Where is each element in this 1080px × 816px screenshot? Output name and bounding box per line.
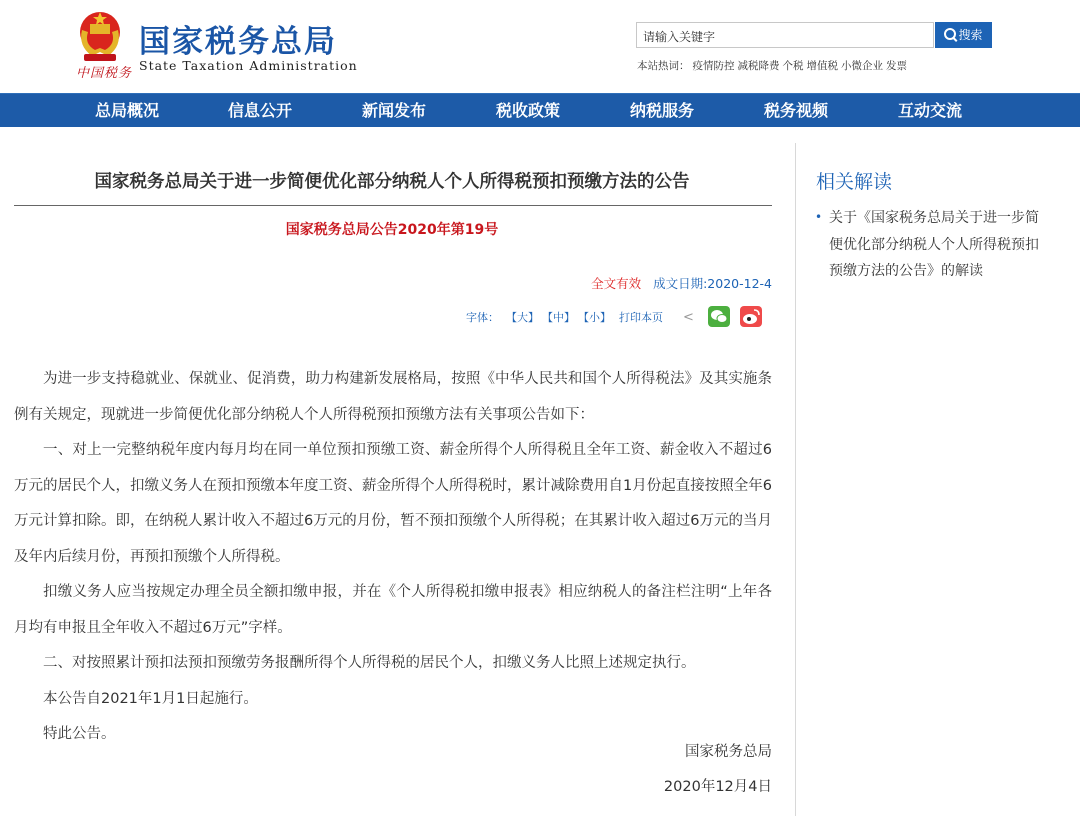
- nav-item-tax-video[interactable]: 税务视频: [764, 101, 829, 120]
- nav-item-info-disclosure[interactable]: 信息公开: [228, 101, 293, 120]
- font-size-label: 字体：: [466, 311, 499, 324]
- paragraph: 为进一步支持稳就业、保就业、促消费，助力构建新发展格局，按照《中华人民共和国个人所得税法》及其实施条例有关规定，现就进一步简便优化部分纳税人个人所得税预扣预缴方法有关事项公告如下：: [14, 371, 772, 423]
- site-subtitle-en: State Taxation Administration: [139, 58, 358, 73]
- sidebar-divider: [795, 143, 796, 816]
- article-body: [14, 362, 772, 753]
- paragraph: 二、对按照累计预扣法预扣预缴劳务报酬所得个人所得税的居民个人，扣缴义务人比照上述规定执行。: [43, 655, 696, 671]
- date-value: 2020-12-4: [707, 276, 772, 291]
- search-input[interactable]: 请输入关键字: [636, 22, 934, 48]
- logo-script-text: 中国税务: [76, 66, 133, 81]
- sidebar-link[interactable]: 关于《国家税务总局关于进一步简便优化部分纳税人个人所得税预扣预缴方法的公告》的解读: [829, 210, 1039, 279]
- sidebar-title: 相关解读: [816, 171, 893, 193]
- hotword-link[interactable]: 增值税: [806, 60, 838, 72]
- date-label: 成文日期:: [653, 276, 708, 291]
- hotword-link[interactable]: 小微企业: [841, 60, 883, 72]
- title-divider: [14, 205, 772, 206]
- hotwords-label: 本站热词：: [637, 60, 690, 72]
- validity-status: 全文有效: [591, 276, 642, 291]
- document-number: 国家税务总局公告2020年第19号: [285, 222, 499, 238]
- national-emblem-icon: [72, 6, 128, 66]
- search-button-label: 搜索: [958, 28, 983, 42]
- font-large-button[interactable]: 【大】: [506, 311, 539, 324]
- nav-item-news[interactable]: 新闻发布: [362, 101, 427, 120]
- wechat-share-icon[interactable]: [708, 306, 730, 327]
- hotword-link[interactable]: 减税降费: [737, 60, 780, 72]
- search-button[interactable]: [935, 22, 992, 48]
- font-medium-button[interactable]: 【中】: [542, 311, 575, 324]
- hotword-link[interactable]: 个税: [782, 60, 804, 72]
- site-title[interactable]: 国家税务总局: [139, 24, 337, 60]
- nav-item-tax-policy[interactable]: 税收政策: [496, 101, 561, 120]
- paragraph: 特此公告。: [43, 726, 116, 742]
- nav-item-interaction[interactable]: 互动交流: [898, 101, 963, 120]
- signature-issuer: 国家税务总局: [685, 744, 772, 760]
- print-button[interactable]: 打印本页: [619, 311, 663, 324]
- font-small-button[interactable]: 【小】: [578, 311, 611, 324]
- paragraph: 扣缴义务人应当按规定办理全员全额扣缴申报，并在《个人所得税扣缴申报表》相应纳税人的备注栏注明“上年各月均有申报且全年收入不超过6万元”字样。: [14, 584, 772, 636]
- site-header: [0, 0, 1080, 93]
- article-meta: [591, 274, 772, 292]
- weibo-share-icon[interactable]: [740, 306, 762, 327]
- nav-item-overview[interactable]: 总局概况: [95, 101, 160, 120]
- hotwords-bar: [637, 58, 910, 73]
- main-nav: [0, 93, 1080, 127]
- bullet-icon: •: [815, 210, 823, 224]
- share-icon[interactable]: <: [683, 310, 694, 325]
- signature-date: 2020年12月4日: [663, 779, 772, 795]
- paragraph: 一、对上一完整纳税年度内每月均在同一单位预扣预缴工资、薪金所得个人所得税且全年工资、薪金收入不超过6万元的居民个人，扣缴义务人在预扣预缴本年度工资、薪金所得个人所得税时，累计减除费用自1月份起直接按照全年6万元计算扣除。即，在纳税人累计收入不超过6万元的月份，暂不预扣预缴个人所得税；在其累计收入超过6万元的当月及年内后续月份，再预扣预缴个人所得税。: [14, 442, 772, 565]
- hotword-link[interactable]: 疫情防控: [692, 60, 735, 72]
- search-icon: [944, 28, 956, 40]
- hotword-link[interactable]: 发票: [886, 60, 907, 72]
- page-title: 国家税务总局关于进一步简便优化部分纳税人个人所得税预扣预缴方法的公告: [94, 172, 690, 192]
- paragraph: 本公告自2021年1月1日起施行。: [43, 690, 258, 707]
- nav-item-tax-service[interactable]: 纳税服务: [630, 101, 695, 120]
